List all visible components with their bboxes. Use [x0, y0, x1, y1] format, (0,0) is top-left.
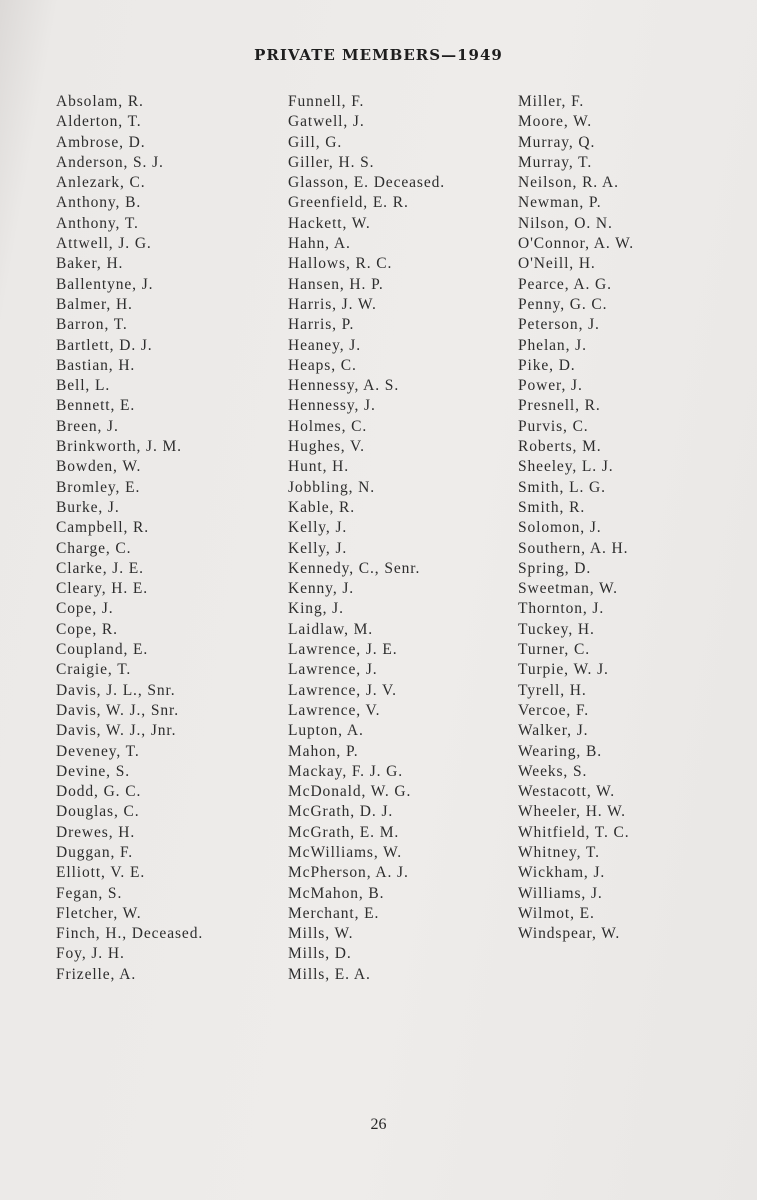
member-name: Hahn, A.: [288, 235, 351, 253]
member-name: Wickham, J.: [518, 864, 606, 882]
member-name: Anthony, T.: [56, 214, 139, 232]
member-name: Kelly, J.: [288, 539, 348, 557]
member-name: Kable, R.: [288, 498, 356, 516]
member-name: Duggan, F.: [56, 843, 134, 861]
member-name: Laidlaw, M.: [288, 620, 374, 638]
member-name: Anlezark, C.: [56, 174, 146, 192]
member-name: Smith, L. G.: [518, 478, 606, 496]
member-name: McMahon, B.: [288, 884, 385, 902]
member-name: Peterson, J.: [518, 316, 600, 334]
member-name: Whitfield, T. C.: [518, 823, 630, 841]
member-name: Smith, R.: [518, 498, 586, 516]
member-name: Sheeley, L. J.: [518, 458, 614, 476]
member-name: Gill, G.: [288, 133, 343, 151]
member-name: Tuckey, H.: [518, 620, 595, 638]
member-name: Coupland, E.: [56, 641, 149, 659]
member-name: Roberts, M.: [518, 438, 602, 456]
member-name: O'Connor, A. W.: [518, 235, 635, 253]
page-number: 26: [370, 1116, 387, 1133]
member-name: Jobbling, N.: [288, 478, 376, 496]
member-name: Pearce, A. G.: [518, 275, 612, 293]
member-name: Bromley, E.: [56, 478, 141, 496]
member-name: Solomon, J.: [518, 519, 602, 537]
member-name: Heaney, J.: [288, 336, 361, 354]
member-name: Ballentyne, J.: [56, 275, 154, 293]
page-title: PRIVATE MEMBERS—1949: [254, 46, 503, 64]
member-name: McPherson, A. J.: [288, 864, 409, 882]
member-name: Fletcher, W.: [56, 904, 142, 922]
member-name: Balmer, H.: [56, 295, 133, 313]
member-name: Windspear, W.: [518, 925, 621, 943]
member-name: Newman, P.: [518, 194, 602, 212]
member-name: Bastian, H.: [56, 356, 136, 374]
member-name: Fegan, S.: [56, 884, 123, 902]
member-name: McGrath, E. M.: [288, 823, 400, 841]
member-name: Clarke, J. E.: [56, 559, 144, 577]
member-name: Dodd, G. C.: [56, 783, 142, 801]
member-name: Deveney, T.: [56, 742, 140, 760]
member-name: Lawrence, V.: [288, 701, 381, 719]
member-name: Weeks, S.: [518, 762, 588, 780]
member-name: Burke, J.: [56, 498, 120, 516]
member-name: Miller, F.: [518, 93, 585, 110]
member-name: Murray, Q.: [518, 133, 596, 151]
member-name: Sweetman, W.: [518, 580, 618, 598]
member-name: Anderson, S. J.: [56, 153, 164, 171]
member-name: Anthony, B.: [56, 194, 142, 212]
member-column-2: [288, 92, 445, 985]
member-name: McGrath, D. J.: [288, 803, 394, 821]
member-name: Heaps, C.: [288, 356, 357, 374]
member-name: Craigie, T.: [56, 661, 132, 679]
member-name: Brinkworth, J. M.: [56, 438, 182, 456]
member-name: Bell, L.: [56, 377, 111, 395]
member-name: Elliott, V. E.: [56, 864, 146, 882]
member-name: Cope, R.: [56, 620, 118, 638]
member-name: Douglas, C.: [56, 803, 140, 821]
member-name: Davis, W. J., Jnr.: [56, 722, 177, 740]
member-name: Walker, J.: [518, 722, 589, 740]
member-name: Giller, H. S.: [288, 153, 375, 171]
member-name: Neilson, R. A.: [518, 174, 619, 192]
member-name: Lawrence, J.: [288, 661, 378, 679]
member-name: Davis, W. J., Snr.: [56, 701, 179, 719]
member-name: Power, J.: [518, 377, 583, 395]
member-name: Wilmot, E.: [518, 904, 595, 922]
member-name: Lawrence, J. V.: [288, 681, 397, 699]
member-name: Hughes, V.: [288, 438, 365, 456]
member-name: Baker, H.: [56, 255, 124, 273]
member-name: Davis, J. L., Snr.: [56, 681, 176, 699]
member-name: Penny, G. C.: [518, 295, 608, 313]
member-name: Kelly, J.: [288, 519, 348, 537]
member-column-1: [56, 92, 203, 985]
member-name: Wearing, B.: [518, 742, 602, 760]
member-name: Wheeler, H. W.: [518, 803, 626, 821]
member-name: Hansen, H. P.: [288, 275, 384, 293]
member-name: Hallows, R. C.: [288, 255, 393, 273]
member-name: Kennedy, C., Senr.: [288, 559, 421, 577]
member-name: Campbell, R.: [56, 519, 150, 537]
member-name: Foy, J. H.: [56, 945, 125, 963]
member-name: Tyrell, H.: [518, 681, 587, 699]
member-name: Hennessy, J.: [288, 397, 376, 415]
member-name: Funnell, F.: [288, 93, 365, 110]
member-name: Spring, D.: [518, 559, 592, 577]
member-name: Turpie, W. J.: [518, 661, 609, 679]
member-name: Turner, C.: [518, 641, 590, 659]
member-name: Breen, J.: [56, 417, 119, 435]
member-name: Mackay, F. J. G.: [288, 762, 404, 780]
member-name: Presnell, R.: [518, 397, 601, 415]
member-name: Murray, T.: [518, 153, 593, 171]
member-name: Hackett, W.: [288, 214, 371, 232]
member-name: Harris, P.: [288, 316, 355, 334]
member-name: Frizelle, A.: [56, 965, 137, 983]
member-name: King, J.: [288, 600, 344, 618]
member-name: Cope, J.: [56, 600, 114, 618]
member-name: Hunt, H.: [288, 458, 350, 476]
member-name: Finch, H., Deceased.: [56, 925, 204, 943]
member-name: O'Neill, H.: [518, 255, 596, 273]
member-name: Glasson, E. Deceased.: [288, 174, 446, 192]
member-name: Ambrose, D.: [56, 133, 146, 151]
member-name: Westacott, W.: [518, 783, 615, 801]
member-name: Nilson, O. N.: [518, 214, 613, 232]
member-name: Holmes, C.: [288, 417, 368, 435]
member-name: Mills, E. A.: [288, 965, 371, 983]
member-name: Hennessy, A. S.: [288, 377, 400, 395]
member-name: McDonald, W. G.: [288, 783, 412, 801]
member-name: Williams, J.: [518, 884, 603, 902]
member-name: Mills, W.: [288, 925, 354, 943]
member-name: Charge, C.: [56, 539, 132, 557]
member-name: Bennett, E.: [56, 397, 136, 415]
member-name: Attwell, J. G.: [56, 235, 152, 253]
member-name: Gatwell, J.: [288, 113, 365, 131]
member-name: Harris, J. W.: [288, 295, 377, 313]
member-name: Alderton, T.: [56, 113, 142, 131]
member-name: Lupton, A.: [288, 722, 364, 740]
member-name: Barron, T.: [56, 316, 128, 334]
member-name: Kenny, J.: [288, 580, 355, 598]
member-column-3: [518, 92, 634, 944]
member-name: Southern, A. H.: [518, 539, 629, 557]
member-name: Thornton, J.: [518, 600, 605, 618]
member-name: Devine, S.: [56, 762, 131, 780]
member-name: Purvis, C.: [518, 417, 589, 435]
member-name: Absolam, R.: [56, 93, 144, 110]
member-name: Bartlett, D. J.: [56, 336, 153, 354]
member-name: Phelan, J.: [518, 336, 587, 354]
member-name: Mahon, P.: [288, 742, 359, 760]
member-name: Moore, W.: [518, 113, 592, 131]
member-name: Pike, D.: [518, 356, 576, 374]
member-name: Bowden, W.: [56, 458, 142, 476]
member-name: Vercoe, F.: [518, 701, 590, 719]
member-name: Drewes, H.: [56, 823, 136, 841]
member-name: Cleary, H. E.: [56, 580, 149, 598]
member-name: Lawrence, J. E.: [288, 641, 398, 659]
member-name: Greenfield, E. R.: [288, 194, 409, 212]
member-name: Mills, D.: [288, 945, 352, 963]
member-name: Whitney, T.: [518, 843, 600, 861]
member-name: McWilliams, W.: [288, 843, 403, 861]
member-name: Merchant, E.: [288, 904, 380, 922]
